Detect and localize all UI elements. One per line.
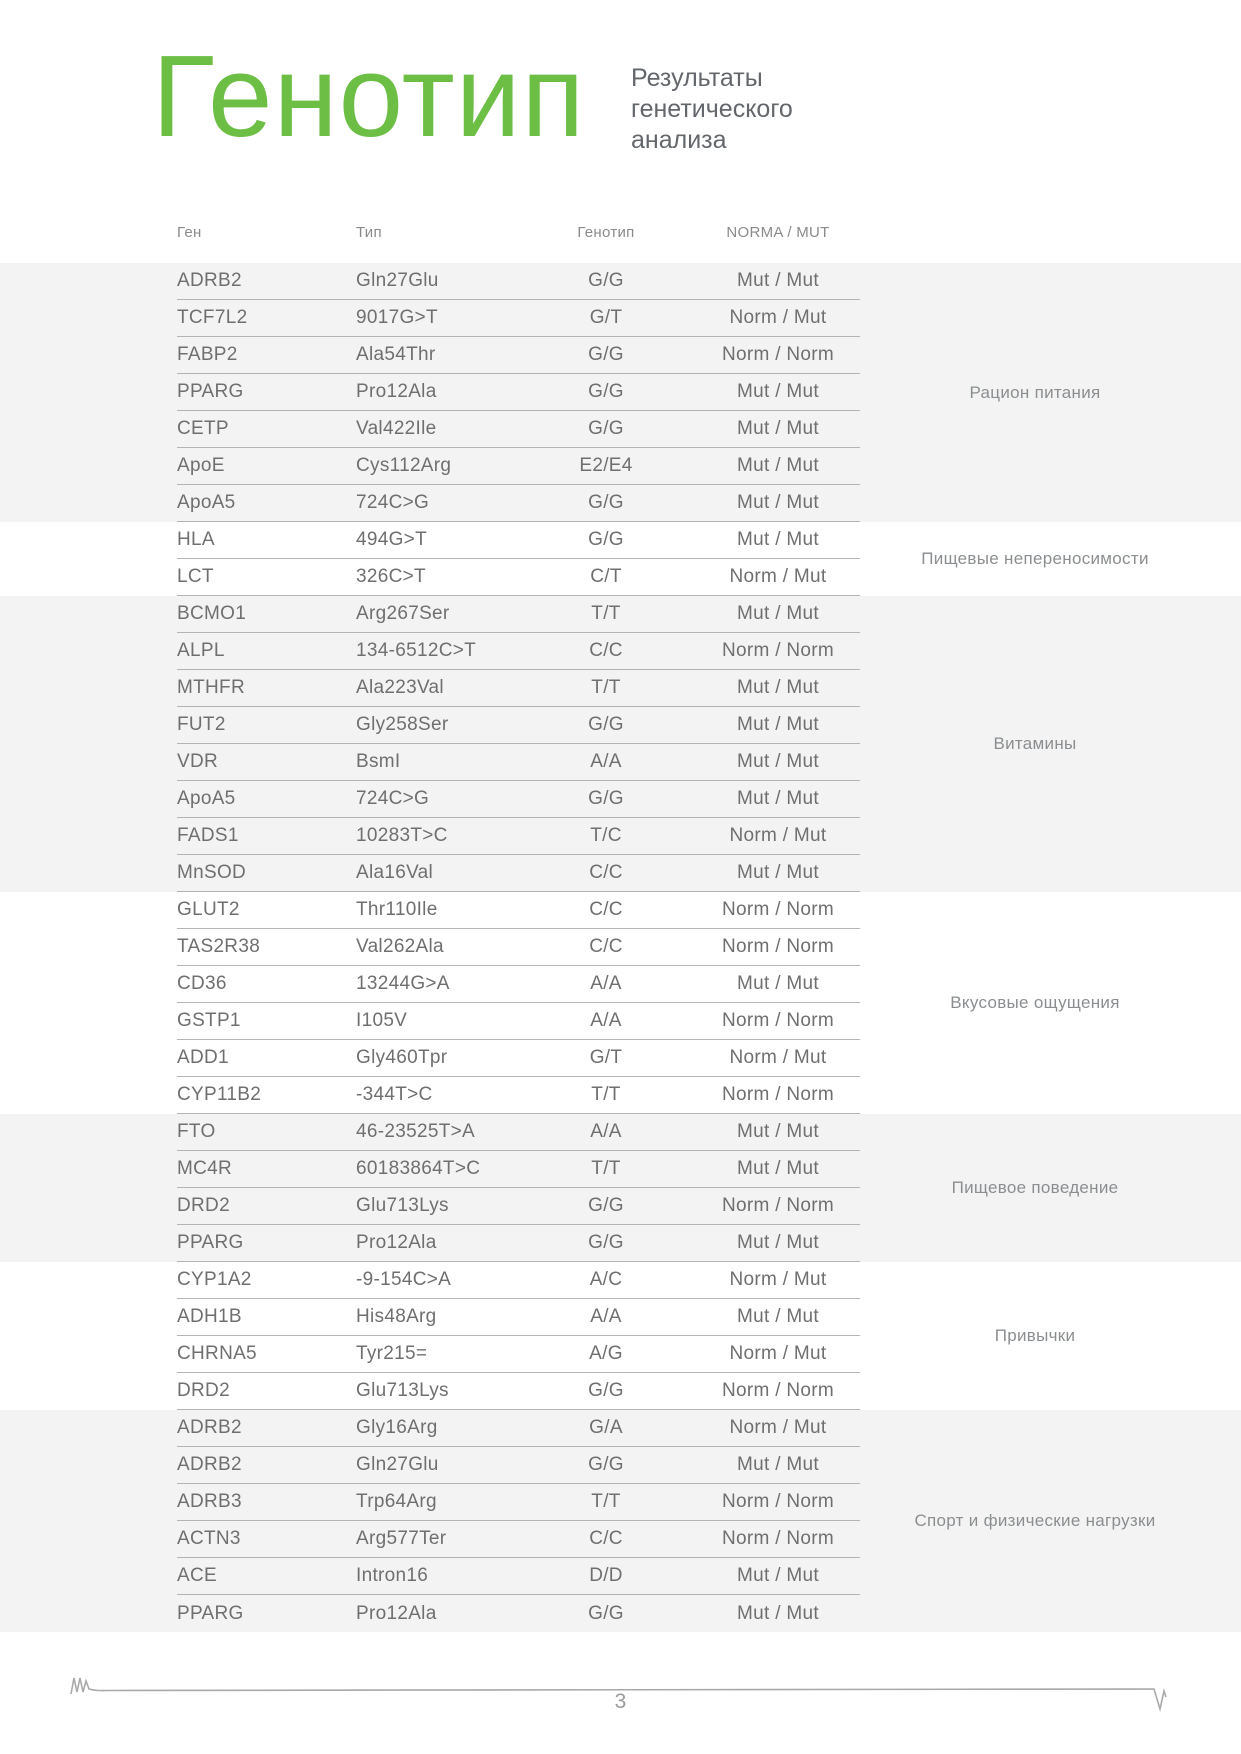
genotype-cell: G/G bbox=[588, 344, 624, 365]
type-cell: 13244G>A bbox=[356, 973, 450, 994]
genotype-cell: G/G bbox=[588, 1232, 624, 1253]
type-cell: 9017G>T bbox=[356, 307, 438, 328]
gene-cell: DRD2 bbox=[177, 1380, 230, 1401]
norma-cell: Mut / Mut bbox=[737, 677, 819, 698]
table-row bbox=[177, 337, 860, 374]
genotype-cell: A/A bbox=[590, 1010, 622, 1031]
genotype-cell: G/G bbox=[588, 714, 624, 735]
table-row bbox=[177, 633, 860, 670]
group-rows bbox=[177, 1114, 860, 1262]
norma-cell: Norm / Norm bbox=[721, 1195, 835, 1216]
category-group bbox=[0, 892, 1241, 1114]
type-cell: 46-23525T>A bbox=[356, 1121, 475, 1142]
type-cell: Tyr215= bbox=[356, 1343, 428, 1364]
genotype-cell: G/G bbox=[588, 1380, 624, 1401]
norma-cell: Mut / Mut bbox=[737, 1158, 819, 1179]
gene-cell: ApoE bbox=[177, 455, 225, 476]
type-cell: BsmI bbox=[356, 751, 401, 772]
table-row bbox=[177, 411, 860, 448]
group-rows bbox=[177, 596, 860, 892]
table-row bbox=[177, 1225, 860, 1262]
type-cell: -344T>C bbox=[356, 1084, 433, 1105]
norma-cell: Mut / Mut bbox=[737, 529, 819, 550]
norma-cell: Norm / Norm bbox=[721, 344, 835, 365]
type-cell: Pro12Ala bbox=[356, 381, 437, 402]
genotype-cell: G/G bbox=[588, 492, 624, 513]
gene-cell: CYP11B2 bbox=[177, 1084, 262, 1105]
genotype-cell: C/C bbox=[589, 640, 623, 661]
type-cell: Val262Ala bbox=[356, 936, 444, 957]
genotype-cell: G/T bbox=[589, 1047, 623, 1068]
gene-cell: MnSOD bbox=[177, 862, 247, 883]
genotype-cell: T/T bbox=[591, 1084, 621, 1105]
norma-cell: Norm / Norm bbox=[721, 1528, 835, 1549]
norma-cell: Norm / Norm bbox=[721, 640, 835, 661]
norma-cell: Mut / Mut bbox=[737, 1306, 819, 1327]
genotype-cell: G/G bbox=[588, 381, 624, 402]
norma-cell: Norm / Norm bbox=[721, 1084, 835, 1105]
category-label: Витамины bbox=[993, 734, 1077, 753]
group-rows bbox=[177, 263, 860, 522]
table-header bbox=[177, 224, 860, 241]
category-label: Пищевые непереносимости bbox=[921, 549, 1149, 568]
genotype-cell: G/G bbox=[588, 1195, 624, 1216]
type-cell: I105V bbox=[356, 1010, 408, 1031]
norma-cell: Mut / Mut bbox=[737, 1121, 819, 1142]
table-row bbox=[177, 485, 860, 522]
table-row bbox=[177, 1262, 860, 1299]
gene-cell: ADD1 bbox=[177, 1047, 229, 1068]
genotype-cell: A/G bbox=[589, 1343, 623, 1364]
genotype-cell: A/A bbox=[590, 751, 622, 772]
table-row bbox=[177, 1410, 860, 1447]
type-cell: -9-154C>A bbox=[356, 1269, 452, 1290]
group-rows bbox=[177, 892, 860, 1114]
genotype-cell: T/T bbox=[591, 603, 621, 624]
column-header-genotype: Генотип bbox=[577, 224, 635, 241]
type-cell: Thr110Ile bbox=[356, 899, 438, 920]
norma-cell: Norm / Norm bbox=[721, 936, 835, 957]
norma-cell: Mut / Mut bbox=[737, 455, 819, 476]
category-label: Привычки bbox=[994, 1326, 1076, 1345]
gene-cell: VDR bbox=[177, 751, 219, 772]
gene-cell: PPARG bbox=[177, 1232, 244, 1253]
genotype-cell: A/C bbox=[589, 1269, 623, 1290]
genotype-cell: G/G bbox=[588, 270, 624, 291]
genotype-cell: A/A bbox=[590, 1306, 622, 1327]
table-row bbox=[177, 929, 860, 966]
gene-cell: FUT2 bbox=[177, 714, 226, 735]
type-cell: Trp64Arg bbox=[356, 1491, 437, 1512]
gene-cell: FTO bbox=[177, 1121, 216, 1142]
norma-cell: Mut / Mut bbox=[737, 714, 819, 735]
norma-cell: Norm / Mut bbox=[729, 1417, 827, 1438]
table-row bbox=[177, 1484, 860, 1521]
type-cell: 494G>T bbox=[356, 529, 427, 550]
genotype-cell: T/T bbox=[591, 677, 621, 698]
type-cell: 10283T>C bbox=[356, 825, 448, 846]
genotype-cell: T/T bbox=[591, 1158, 621, 1179]
category-label: Вкусовые ощущения bbox=[950, 993, 1120, 1012]
table-row bbox=[177, 855, 860, 892]
report-subtitle-line: анализа bbox=[631, 126, 727, 154]
type-cell: Gln27Glu bbox=[356, 270, 439, 291]
group-rows bbox=[177, 1262, 860, 1410]
category-group bbox=[0, 1114, 1241, 1262]
page-number: 3 bbox=[614, 1690, 627, 1713]
norma-cell: Norm / Mut bbox=[729, 1343, 827, 1364]
norma-cell: Norm / Mut bbox=[729, 1269, 827, 1290]
norma-cell: Mut / Mut bbox=[737, 1565, 819, 1586]
type-cell: Gly16Arg bbox=[356, 1417, 438, 1438]
gene-cell: PPARG bbox=[177, 1602, 244, 1624]
genotype-cell: E2/E4 bbox=[579, 455, 633, 476]
table-row bbox=[177, 1336, 860, 1373]
norma-cell: Norm / Mut bbox=[729, 566, 827, 587]
gene-cell: MTHFR bbox=[177, 677, 245, 698]
gene-cell: TCF7L2 bbox=[177, 307, 248, 328]
gene-cell: PPARG bbox=[177, 381, 244, 402]
norma-cell: Mut / Mut bbox=[737, 1602, 819, 1624]
norma-cell: Mut / Mut bbox=[737, 270, 819, 291]
category-group bbox=[0, 522, 1241, 596]
gene-cell: FADS1 bbox=[177, 825, 239, 846]
norma-cell: Mut / Mut bbox=[737, 418, 819, 439]
genotype-cell: T/T bbox=[591, 1491, 621, 1512]
table-row bbox=[177, 596, 860, 633]
gene-cell: MC4R bbox=[177, 1158, 233, 1179]
category-group bbox=[0, 1262, 1241, 1410]
category-label: Рацион питания bbox=[969, 382, 1101, 402]
table-row bbox=[177, 1447, 860, 1484]
gene-cell: CYP1A2 bbox=[177, 1269, 252, 1290]
genotype-cell: G/G bbox=[588, 418, 624, 439]
norma-cell: Norm / Mut bbox=[729, 1047, 827, 1068]
norma-cell: Mut / Mut bbox=[737, 862, 819, 883]
table-row bbox=[177, 1595, 860, 1632]
genotype-cell: C/C bbox=[589, 1528, 623, 1549]
table-row bbox=[177, 892, 860, 929]
type-cell: Pro12Ala bbox=[356, 1232, 437, 1253]
gene-cell: HLA bbox=[177, 529, 215, 550]
table-row bbox=[177, 522, 860, 559]
genotype-cell: A/A bbox=[590, 973, 622, 994]
gene-cell: DRD2 bbox=[177, 1195, 230, 1216]
table-row bbox=[177, 1040, 860, 1077]
category-label: Пищевое поведение bbox=[951, 1178, 1119, 1197]
norma-cell: Norm / Mut bbox=[729, 307, 827, 328]
gene-cell: ADRB3 bbox=[177, 1491, 242, 1512]
type-cell: Intron16 bbox=[356, 1565, 429, 1586]
category-group bbox=[0, 1410, 1241, 1632]
table-row bbox=[177, 559, 860, 596]
norma-cell: Mut / Mut bbox=[737, 1454, 819, 1475]
table-row bbox=[177, 1114, 860, 1151]
gene-cell: BCMO1 bbox=[177, 603, 247, 624]
gene-cell: GLUT2 bbox=[177, 899, 240, 920]
genotype-cell: G/A bbox=[589, 1417, 623, 1438]
type-cell: 134-6512C>T bbox=[356, 640, 477, 661]
group-rows bbox=[177, 1410, 860, 1632]
genotype-cell: G/G bbox=[588, 529, 624, 550]
norma-cell: Mut / Mut bbox=[737, 973, 819, 994]
type-cell: 724C>G bbox=[356, 492, 430, 513]
table-row bbox=[177, 1373, 860, 1410]
column-header-norma: NORMA / MUT bbox=[726, 224, 830, 241]
gene-cell: ApoA5 bbox=[177, 492, 236, 513]
group-rows bbox=[177, 522, 860, 596]
genotype-cell: D/D bbox=[589, 1565, 623, 1586]
type-cell: Gln27Glu bbox=[356, 1454, 439, 1475]
table-row bbox=[177, 1521, 860, 1558]
table-row bbox=[177, 1188, 860, 1225]
table-row bbox=[177, 781, 860, 818]
type-cell: 326C>T bbox=[356, 566, 426, 587]
genotype-cell: G/G bbox=[588, 1602, 624, 1624]
type-cell: Gly460Tpr bbox=[356, 1047, 448, 1068]
norma-cell: Norm / Norm bbox=[721, 899, 835, 920]
type-cell: Ala223Val bbox=[356, 677, 444, 698]
type-cell: Cys112Arg bbox=[356, 455, 452, 476]
report-title: Генотип bbox=[152, 31, 586, 161]
gene-cell: ACE bbox=[177, 1565, 217, 1586]
table-row bbox=[177, 707, 860, 744]
column-header-type: Тип bbox=[356, 224, 382, 241]
column-header-gene: Ген bbox=[177, 224, 202, 241]
table-row bbox=[177, 1077, 860, 1114]
genotype-cell: C/C bbox=[589, 936, 623, 957]
type-cell: Ala54Thr bbox=[356, 344, 436, 365]
category-group bbox=[0, 263, 1241, 522]
table-row bbox=[177, 448, 860, 485]
table-row bbox=[177, 1003, 860, 1040]
report-subtitle bbox=[631, 63, 793, 156]
type-cell: Glu713Lys bbox=[356, 1380, 449, 1401]
report-subtitle-line: генетического bbox=[631, 95, 793, 123]
table-row bbox=[177, 1151, 860, 1188]
genotype-cell: C/C bbox=[589, 899, 623, 920]
table-row bbox=[177, 374, 860, 411]
gene-cell: ADRB2 bbox=[177, 1454, 242, 1475]
table-row bbox=[177, 744, 860, 781]
gene-cell: LCT bbox=[177, 566, 214, 587]
category-label: Спорт и физические нагрузки bbox=[914, 1511, 1156, 1530]
gene-cell: CETP bbox=[177, 418, 229, 439]
table-body bbox=[0, 263, 1241, 1632]
genotype-cell: G/G bbox=[588, 1454, 624, 1475]
norma-cell: Norm / Mut bbox=[729, 825, 827, 846]
gene-cell: ADRB2 bbox=[177, 270, 242, 291]
genotype-cell: C/T bbox=[590, 566, 622, 587]
norma-cell: Mut / Mut bbox=[737, 788, 819, 809]
gene-cell: CD36 bbox=[177, 973, 227, 994]
table-row bbox=[177, 1558, 860, 1595]
genotype-cell: G/G bbox=[588, 788, 624, 809]
norma-cell: Mut / Mut bbox=[737, 381, 819, 402]
genotype-cell: C/C bbox=[589, 862, 623, 883]
report-subtitle-line: Результаты bbox=[631, 64, 763, 92]
type-cell: Arg267Ser bbox=[356, 603, 450, 624]
type-cell: 724C>G bbox=[356, 788, 430, 809]
table-row bbox=[177, 818, 860, 855]
genotype-cell: T/C bbox=[590, 825, 622, 846]
norma-cell: Norm / Norm bbox=[721, 1010, 835, 1031]
genotype-cell: G/T bbox=[589, 307, 623, 328]
table-row bbox=[177, 670, 860, 707]
gene-cell: ACTN3 bbox=[177, 1528, 241, 1549]
norma-cell: Mut / Mut bbox=[737, 1232, 819, 1253]
type-cell: 60183864T>C bbox=[356, 1158, 481, 1179]
genotype-cell: A/A bbox=[590, 1121, 622, 1142]
type-cell: Arg577Ter bbox=[356, 1528, 447, 1549]
type-cell: Pro12Ala bbox=[356, 1602, 437, 1624]
type-cell: Val422Ile bbox=[356, 418, 437, 439]
gene-cell: GSTP1 bbox=[177, 1010, 241, 1031]
gene-cell: ApoA5 bbox=[177, 788, 236, 809]
gene-cell: ALPL bbox=[177, 640, 225, 661]
type-cell: Gly258Ser bbox=[356, 714, 449, 735]
gene-cell: CHRNA5 bbox=[177, 1343, 257, 1364]
type-cell: Ala16Val bbox=[356, 862, 434, 883]
norma-cell: Mut / Mut bbox=[737, 603, 819, 624]
gene-cell: TAS2R38 bbox=[177, 936, 261, 957]
type-cell: His48Arg bbox=[356, 1306, 437, 1327]
gene-cell: ADH1B bbox=[177, 1306, 242, 1327]
category-group bbox=[0, 596, 1241, 892]
table-row bbox=[177, 1299, 860, 1336]
type-cell: Glu713Lys bbox=[356, 1195, 449, 1216]
table-row bbox=[177, 966, 860, 1003]
norma-cell: Norm / Norm bbox=[721, 1380, 835, 1401]
norma-cell: Norm / Norm bbox=[721, 1491, 835, 1512]
gene-cell: ADRB2 bbox=[177, 1417, 242, 1438]
norma-cell: Mut / Mut bbox=[737, 751, 819, 772]
gene-cell: FABP2 bbox=[177, 344, 238, 365]
table-row bbox=[177, 263, 860, 300]
norma-cell: Mut / Mut bbox=[737, 492, 819, 513]
table-row bbox=[177, 300, 860, 337]
